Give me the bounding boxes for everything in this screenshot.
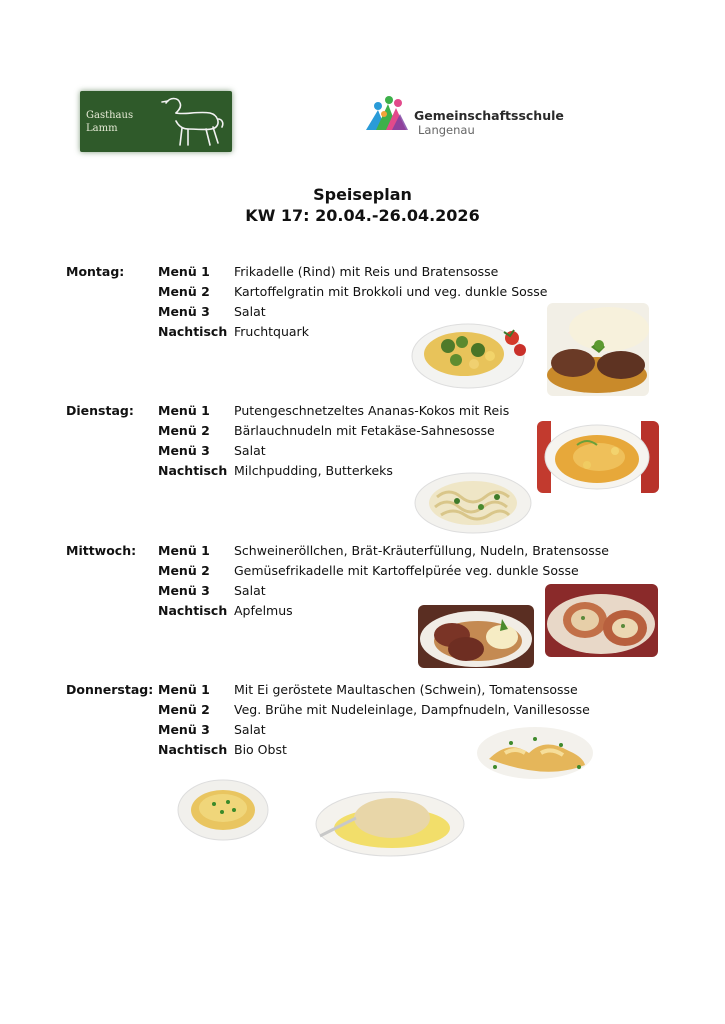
- day-tuesday: Dienstag:: [66, 403, 134, 418]
- school-location: Langenau: [418, 123, 475, 137]
- day-thursday: Donnerstag:: [66, 682, 154, 697]
- menu-label: Menü 3: [158, 443, 210, 458]
- food-photo-bruehe: [176, 772, 270, 844]
- school-figures-icon: [362, 94, 412, 138]
- gasthaus-lamm-logo: [80, 91, 232, 152]
- menu-item: Salat: [234, 304, 266, 319]
- day-wednesday: Mittwoch:: [66, 543, 137, 558]
- lamm-logo-line2: Lamm: [86, 123, 118, 134]
- food-photo-geschnetzeltes: [537, 421, 659, 493]
- menu-item: Mit Ei geröstete Maultaschen (Schwein), Tomatensosse: [234, 682, 578, 697]
- menu-label: Menü 2: [158, 702, 210, 717]
- food-photo-baerlauchnudeln: [411, 467, 535, 535]
- menu-item: Bärlauchnudeln mit Fetakäse-Sahnesosse: [234, 423, 495, 438]
- menu-item: Schweineröllchen, Brät-Kräuterfüllung, Nudeln, Bratensosse: [234, 543, 609, 558]
- menu-label: Menü 1: [158, 682, 210, 697]
- menu-item: Kartoffelgratin mit Brokkoli und veg. dunkle Sosse: [234, 284, 548, 299]
- dessert-label: Nachtisch: [158, 742, 228, 757]
- week-subtitle: KW 17: 20.04.-26.04.2026: [245, 206, 480, 225]
- menu-label: Menü 3: [158, 722, 210, 737]
- menu-item: Salat: [234, 722, 266, 737]
- menu-label: Menü 2: [158, 563, 210, 578]
- page-title: Speiseplan: [313, 185, 412, 204]
- food-photo-schweineroellchen: [545, 584, 658, 657]
- food-photo-maultaschen: [475, 723, 599, 783]
- dessert-item: Apfelmus: [234, 603, 293, 618]
- menu-item: Frikadelle (Rind) mit Reis und Bratensosse: [234, 264, 499, 279]
- menu-item: Putengeschnetzeltes Ananas-Kokos mit Reis: [234, 403, 510, 418]
- food-photo-dampfnudel: [312, 788, 466, 858]
- menu-label: Menü 2: [158, 423, 210, 438]
- day-monday: Montag:: [66, 264, 125, 279]
- menu-label: Menü 2: [158, 284, 210, 299]
- dessert-label: Nachtisch: [158, 603, 228, 618]
- food-photo-gemuesefrikadelle: [418, 605, 534, 668]
- menu-label: Menü 1: [158, 403, 210, 418]
- school-name: Gemeinschaftsschule: [414, 108, 564, 123]
- dessert-item: Milchpudding, Butterkeks: [234, 463, 393, 478]
- menu-label: Menü 1: [158, 264, 210, 279]
- food-photo-gratin: [408, 316, 536, 390]
- menu-item: Gemüsefrikadelle mit Kartoffelpürée veg. dunkle Sosse: [234, 563, 579, 578]
- dessert-label: Nachtisch: [158, 463, 228, 478]
- gemeinschaftsschule-logo: [362, 94, 582, 142]
- menu-label: Menü 1: [158, 543, 210, 558]
- lamb-icon: [158, 93, 228, 149]
- menu-label: Menü 3: [158, 304, 210, 319]
- menu-item: Salat: [234, 583, 266, 598]
- dessert-label: Nachtisch: [158, 324, 228, 339]
- menu-item: Salat: [234, 443, 266, 458]
- menu-item: Veg. Brühe mit Nudeleinlage, Dampfnudeln, Vanillesosse: [234, 702, 590, 717]
- lamm-logo-line1: Gasthaus: [86, 110, 134, 121]
- menu-label: Menü 3: [158, 583, 210, 598]
- dessert-item: Bio Obst: [234, 742, 287, 757]
- dessert-item: Fruchtquark: [234, 324, 309, 339]
- food-photo-frikadelle: [547, 303, 649, 396]
